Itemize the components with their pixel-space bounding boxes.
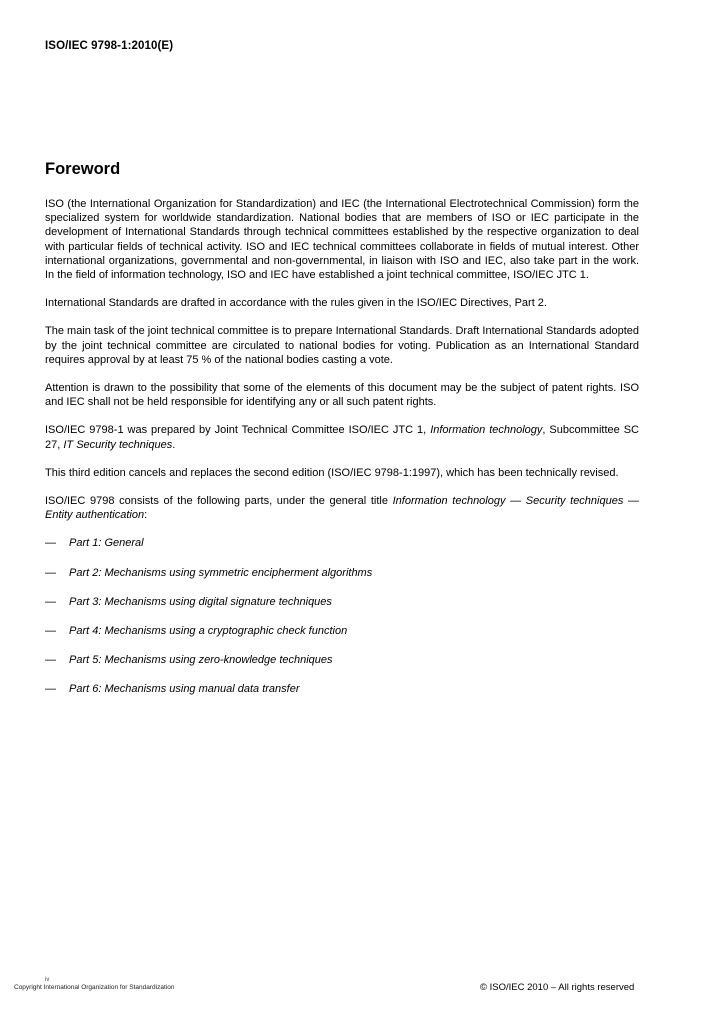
parts-intro-italic-title: Information technology — Security techniques — Entity authentication (45, 495, 639, 522)
paragraph-parts-intro (45, 494, 639, 522)
section-title: Foreword (45, 160, 121, 178)
part-title: Part 2: Mechanisms using symmetric encipherment algorithms (69, 566, 373, 579)
dash-bullet: — (45, 537, 56, 550)
list-item (45, 566, 639, 580)
prepared-by-subcommittee: , Subcommittee SC 27, (45, 424, 639, 451)
prepared-by-italic-title: Information technology (430, 424, 543, 437)
parts-intro-end: : (144, 509, 148, 522)
paragraph-main-task: The main task of the joint technical committee is to prepare International Standards. Draft International Standards adopted by the joint technical committee are circulated to national bodies for voting. Publication as an International Standard requires approval by at least 75 % of the national bodies casting a vote. (45, 325, 639, 366)
list-item (45, 595, 639, 609)
page-number: iv (45, 977, 50, 983)
part-title: Part 4: Mechanisms using a cryptographic check function (69, 625, 348, 638)
parts-list (45, 536, 639, 696)
foreword-body (45, 197, 639, 712)
part-title: Part 6: Mechanisms using manual data transfer (69, 683, 300, 696)
copyright-notice-left: Copyright International Organization for Standardization (14, 984, 175, 991)
paragraph-prepared-by (45, 423, 639, 451)
part-title: Part 5: Mechanisms using zero-knowledge techniques (69, 654, 333, 667)
prepared-by-italic-subtitle: IT Security techniques (63, 438, 173, 451)
paragraph-edition: This third edition cancels and replaces the second edition (ISO/IEC 9798-1:1997), which has been technically revised. (45, 466, 619, 479)
list-item (45, 624, 639, 638)
part-title: Part 3: Mechanisms using digital signature techniques (69, 595, 332, 608)
document-identifier: ISO/IEC 9798-1:2010(E) (45, 40, 174, 52)
dash-bullet: — (45, 625, 56, 638)
list-item (45, 653, 639, 667)
prepared-by-text: ISO/IEC 9798-1 was prepared by Joint Technical Committee ISO/IEC JTC 1, (45, 424, 431, 437)
paragraph-drafting-rules: International Standards are drafted in accordance with the rules given in the ISO/IEC Directives, Part 2. (45, 297, 547, 310)
dash-bullet: — (45, 566, 56, 579)
parts-intro-text: ISO/IEC 9798 consists of the following parts, under the general title (45, 495, 393, 508)
list-item (45, 682, 639, 696)
dash-bullet: — (45, 683, 56, 696)
paragraph-patent-rights: Attention is drawn to the possibility that some of the elements of this document may be the subject of patent rights. ISO and IEC shall not be held responsible for identifying any or all such patent rights. (45, 382, 639, 409)
dash-bullet: — (45, 654, 56, 667)
part-title: Part 1: General (69, 537, 144, 550)
copyright-notice-right: © ISO/IEC 2010 – All rights reserved (480, 982, 635, 993)
prepared-by-end: . (172, 438, 176, 451)
paragraph-organizations: ISO (the International Organization for Standardization) and IEC (the International Electrotechnical Commission) form the specialized system for worldwide standardization. National bodies that are members of ISO or IEC participate in the development of International Standards through technical committees established by the respective organization to deal with particular fields of technical activity. ISO and IEC technical committees collaborate in fields of mutual interest. Other international organizations, governmental and non-governmental, in liaison with ISO and IEC, also take part in the work. In the field of information technology, ISO and IEC have established a joint technical committee, ISO/IEC JTC 1. (45, 198, 639, 282)
list-item (45, 536, 639, 550)
dash-bullet: — (45, 595, 56, 608)
